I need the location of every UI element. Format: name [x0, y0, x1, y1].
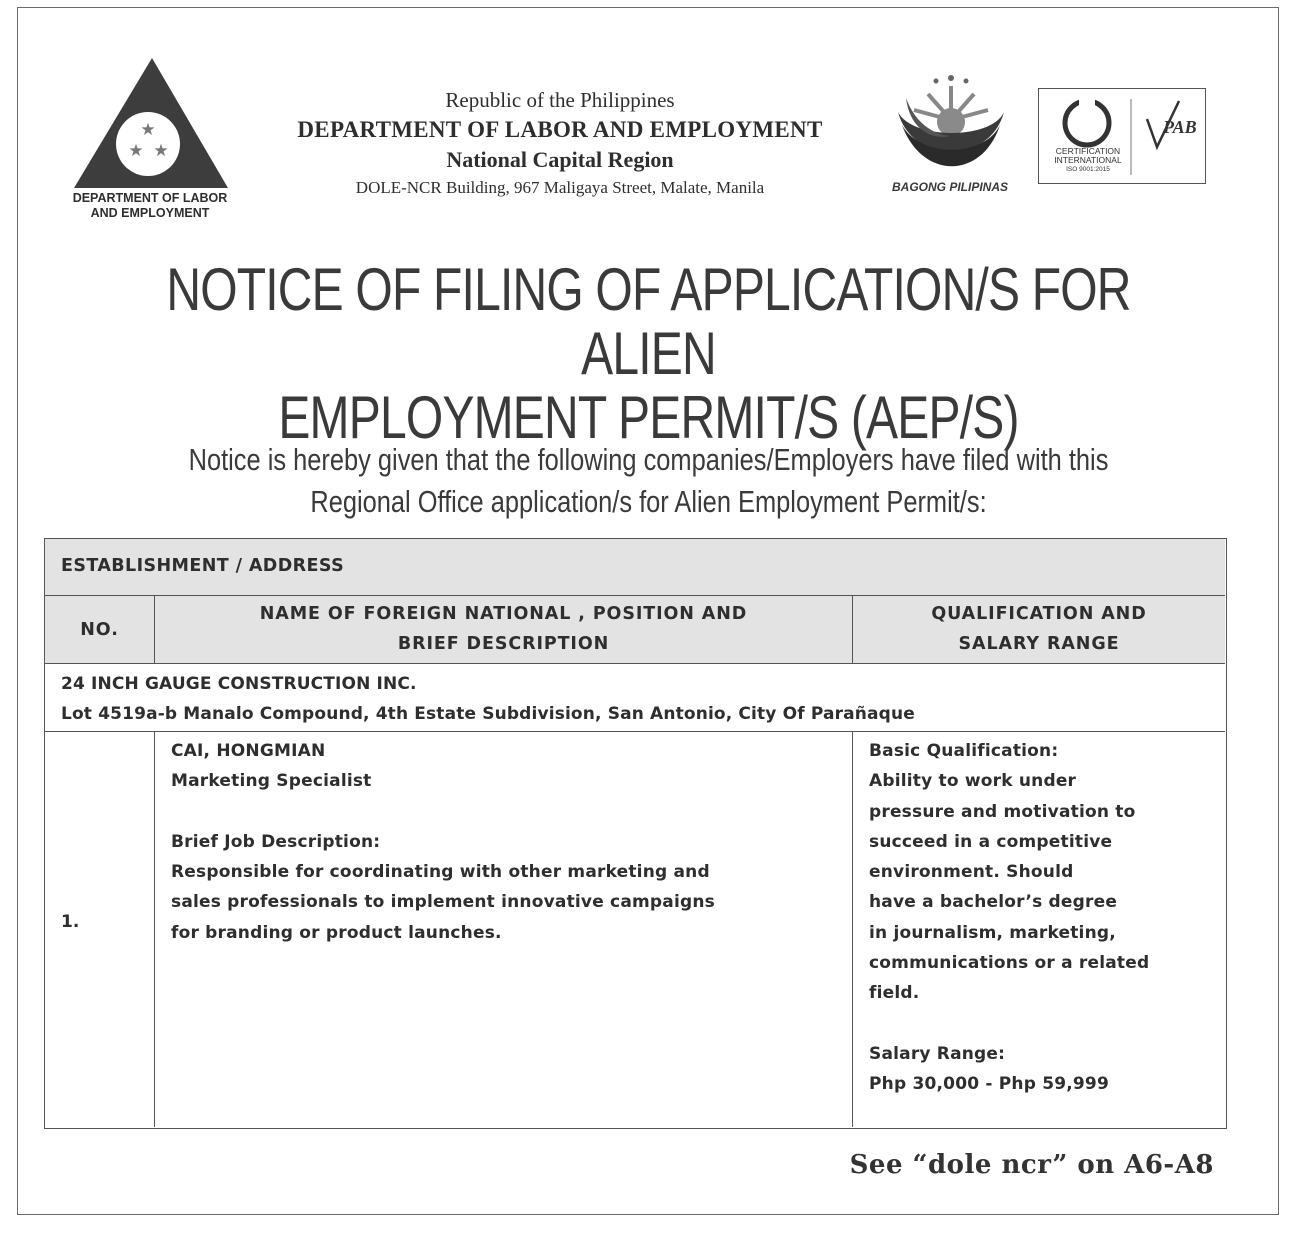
qualification-line: have a bachelor’s degree [869, 892, 1118, 913]
qualification-line: Ability to work under [869, 771, 1077, 792]
qualification-line: environment. Should [869, 862, 1074, 883]
job-description-line: for branding or product launches. [171, 922, 502, 943]
see-reference: See “dole ncr” on A6-A8 [849, 1150, 1214, 1180]
svg-text:★: ★ [128, 141, 144, 161]
foreign-national-cell [155, 732, 853, 1127]
company-row [45, 664, 1225, 732]
notice-intro: Notice is hereby given that the following companies/Employers have filed with this Regional Office application/s for Alien Employment Permit/s: [188, 442, 1109, 519]
qualification-cell [853, 732, 1225, 1127]
republic-line: Republic of the Philippines [445, 88, 675, 112]
certification-logo: CERTIFICATION INTERNATIONAL ISO 9001:2015 PAB [1038, 88, 1206, 184]
qualification-line: succeed in a competitive [869, 831, 1113, 852]
salary-range: Php 30,000 - Php 59,999 [869, 1074, 1109, 1095]
job-description-line: Responsible for coordinating with other marketing and [171, 862, 710, 883]
qualification-line: in journalism, marketing, [869, 922, 1116, 943]
bagong-pilipinas-logo [892, 70, 1010, 182]
row-number: 1. [45, 732, 155, 1127]
svg-text:★: ★ [140, 120, 156, 140]
company-name: 24 INCH GAUGE CONSTRUCTION INC. [61, 674, 417, 694]
company-address: Lot 4519a-b Manalo Compound, 4th Estate Subdivision, San Antonio, City Of Parañaque [61, 704, 915, 724]
aep-table [44, 538, 1227, 1129]
column-header-qualification: QUALIFICATION AND SALARY RANGE [853, 596, 1225, 664]
qualification-line: communications or a related [869, 953, 1150, 974]
position: Marketing Specialist [171, 771, 372, 792]
dole-logo-caption: DEPARTMENT OF LABOR AND EMPLOYMENT [72, 191, 228, 220]
notice-title: NOTICE OF FILING OF APPLICATION/S FOR ALIEN EMPLOYMENT PERMIT/S (AEP/S) [166, 256, 1131, 451]
office-address: DOLE-NCR Building, 967 Maligaya Street, Malate, Manila [355, 178, 765, 197]
job-description-label: Brief Job Description: [171, 831, 381, 852]
qualification-line: pressure and motivation to [869, 801, 1136, 822]
qualification-line: field. [869, 983, 920, 1004]
establishment-header: ESTABLISHMENT / ADDRESS [45, 539, 1225, 596]
svg-text:★: ★ [153, 141, 169, 161]
pab-mark: PAB [1163, 117, 1197, 137]
salary-label: Salary Range: [869, 1043, 1006, 1064]
region-name: National Capital Region [446, 147, 674, 172]
bagong-pilipinas-caption: BAGONG PILIPINAS [891, 180, 1008, 194]
letterhead [230, 87, 890, 201]
column-header-no: NO. [45, 596, 155, 664]
column-header-name: NAME OF FOREIGN NATIONAL , POSITION AND BRIEF DESCRIPTION [155, 596, 853, 664]
qualification-label: Basic Qualification: [869, 741, 1059, 761]
department-name: DEPARTMENT OF LABOR AND EMPLOYMENT [297, 117, 823, 142]
foreign-national-name: CAI, HONGMIAN [171, 741, 326, 761]
job-description-line: sales professionals to implement innovative campaigns [171, 892, 715, 913]
